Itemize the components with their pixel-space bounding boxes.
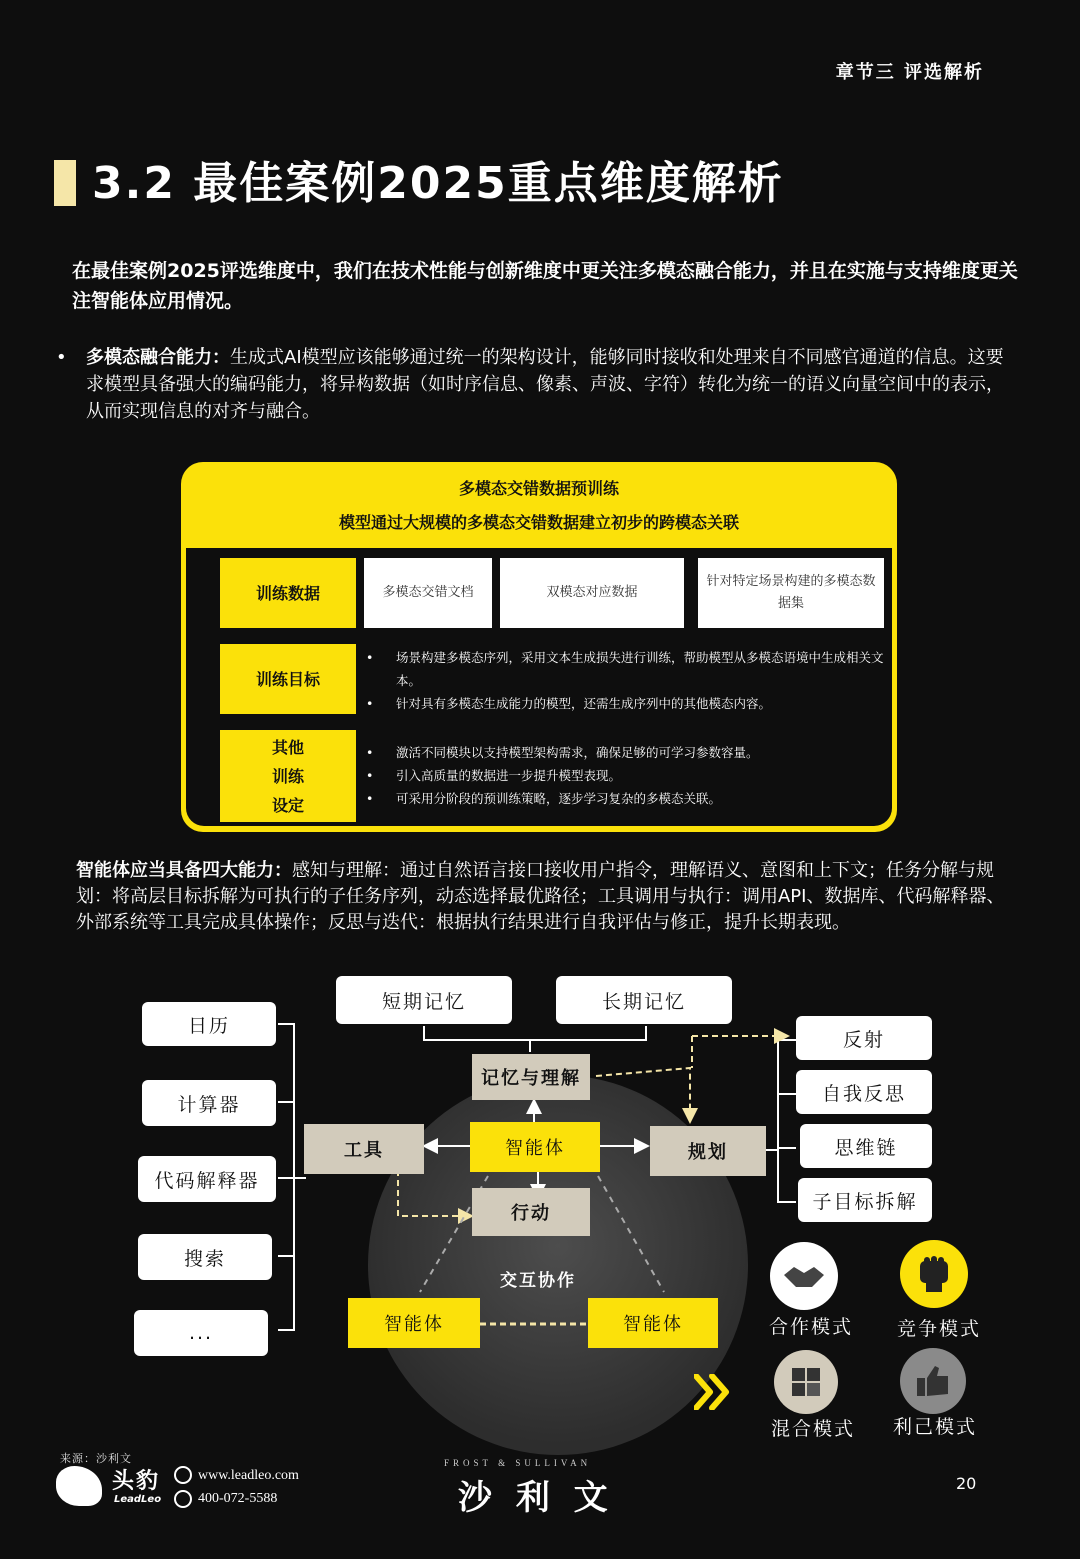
- node-agent-center: 智能体: [470, 1122, 600, 1172]
- node-agent-left: 智能体: [348, 1298, 480, 1348]
- label-line-2: 训练: [271, 766, 304, 786]
- label-other-settings: [220, 730, 356, 822]
- node-planning: 规划: [650, 1126, 766, 1176]
- plan-subgoal-decomposition: 子目标拆解: [798, 1178, 932, 1222]
- other-list: [366, 741, 886, 810]
- phone-icon: [174, 1490, 192, 1508]
- label-training-data: 训练数据: [220, 558, 356, 628]
- tool-calendar: 日历: [142, 1002, 276, 1046]
- thumbs-up-icon: [900, 1348, 966, 1414]
- source-note: 来源：沙利文: [60, 1452, 132, 1465]
- puzzle-icon: [774, 1350, 838, 1414]
- double-chevron-icon: [694, 1374, 734, 1410]
- website-link[interactable]: www.leadleo.com: [198, 1468, 299, 1483]
- handshake-icon: [770, 1242, 838, 1310]
- plan-self-reflection: 自我反思: [796, 1070, 932, 1114]
- tool-code-interpreter: 代码解释器: [138, 1156, 276, 1202]
- logo-cn: 头豹: [112, 1469, 161, 1494]
- other-bullet-1: • 激活不同模块以支持模型架构需求，确保足够的可学习参数容量。: [366, 741, 886, 764]
- goal-bullet-2: • 针对具有多模态生成能力的模型，还需生成序列中的其他模态内容。: [366, 692, 886, 715]
- para2-body: 感知与理解：通过自然语言接口接收用户指令，理解语义、意图和上下文；任务分解与规划：将高层目标拆解为可执行的子任务序列，动态选择最优路径；工具调用与执行：调用API、数据库、代码解释器、外部系统等工具完成具体操作；反思与迭代：根据执行结果进行自我评估与修正，提升长期表现。: [76, 860, 1005, 933]
- card-body: [186, 548, 892, 826]
- label-line-1: 其他: [271, 737, 304, 757]
- fist-icon: [900, 1240, 968, 1308]
- plan-reflection: 反射: [796, 1016, 932, 1060]
- node-memory-understanding: 记忆与理解: [472, 1054, 590, 1100]
- card-title: 多模态交错数据预训练: [458, 479, 619, 498]
- intro-paragraph: 在最佳案例2025评选维度中，我们在技术性能与创新维度中更关注多模态融合能力，并且在实施与支持维度更关注智能体应用情况。: [72, 260, 1018, 312]
- tool-search: 搜索: [138, 1234, 272, 1280]
- bullet-body: 生成式AI模型应该能够通过统一的架构设计，能够同时接收和处理来自不同感官通道的信息。这要求模型具备强大的编码能力，将异构数据（如时序信息、像素、声波、字符）转化为统一的语义向量空间中的表示，从而实现信息的对齐与融合。: [86, 347, 1004, 422]
- node-tools: 工具: [304, 1124, 424, 1174]
- data-item-2: 双模态对应数据: [500, 558, 684, 628]
- node-agent-right: 智能体: [588, 1298, 718, 1348]
- bullet-heading: 多模态融合能力：: [86, 347, 230, 368]
- node-action: 行动: [472, 1188, 590, 1236]
- chapter-label: 章节三 评选解析: [835, 62, 984, 83]
- bullet-dot: •: [56, 347, 67, 368]
- pretraining-card: [181, 462, 897, 832]
- leopard-logo-icon: [56, 1466, 102, 1506]
- other-bullet-2: • 引入高质量的数据进一步提升模型表现。: [366, 764, 886, 787]
- page-number: 20: [956, 1474, 977, 1493]
- mode-cooperation: 合作模式: [768, 1316, 853, 1338]
- section-title: 3.2 最佳案例2025重点维度解析: [92, 158, 784, 209]
- interaction-label: 交互协作: [500, 1271, 576, 1291]
- mode-hybrid: 混合模式: [770, 1418, 855, 1440]
- tool-more: ...: [134, 1310, 268, 1356]
- memory-short-term: 短期记忆: [336, 976, 512, 1024]
- agent-capabilities-paragraph: [76, 858, 1006, 936]
- label-training-goal: 训练目标: [220, 644, 356, 714]
- bullet-text: [86, 344, 1006, 425]
- label-line-3: 设定: [271, 795, 304, 815]
- tool-calculator: 计算器: [142, 1080, 276, 1126]
- goal-list: [366, 646, 886, 715]
- other-bullet-3: • 可采用分阶段的预训练策略，逐步学习复杂的多模态关联。: [366, 787, 886, 810]
- phone-number: 400-072-5588: [198, 1491, 278, 1506]
- data-item-1: 多模态交错文档: [364, 558, 492, 628]
- goal-bullet-1: • 场景构建多模态序列，采用文本生成损失进行训练，帮助模型从多模态语境中生成相关文本。: [366, 646, 886, 692]
- web-icon: [174, 1466, 192, 1484]
- mode-competition: 竞争模式: [896, 1318, 981, 1340]
- logo-en: LeadLeo: [114, 1494, 162, 1505]
- memory-long-term: 长期记忆: [556, 976, 732, 1024]
- data-item-3: 针对特定场景构建的多模态数据集: [698, 558, 884, 628]
- title-accent-bar: [54, 160, 76, 206]
- plan-chain-of-thought: 思维链: [800, 1124, 932, 1168]
- brand-cn: 沙 利 文: [458, 1478, 614, 1518]
- mode-self-interest: 利己模式: [892, 1416, 977, 1438]
- para2-heading: 智能体应当具备四大能力：: [76, 860, 292, 881]
- card-subtitle: 模型通过大规模的多模态交错数据建立初步的跨模态关联: [338, 513, 739, 532]
- brand-en: FROST & SULLIVAN: [444, 1458, 592, 1468]
